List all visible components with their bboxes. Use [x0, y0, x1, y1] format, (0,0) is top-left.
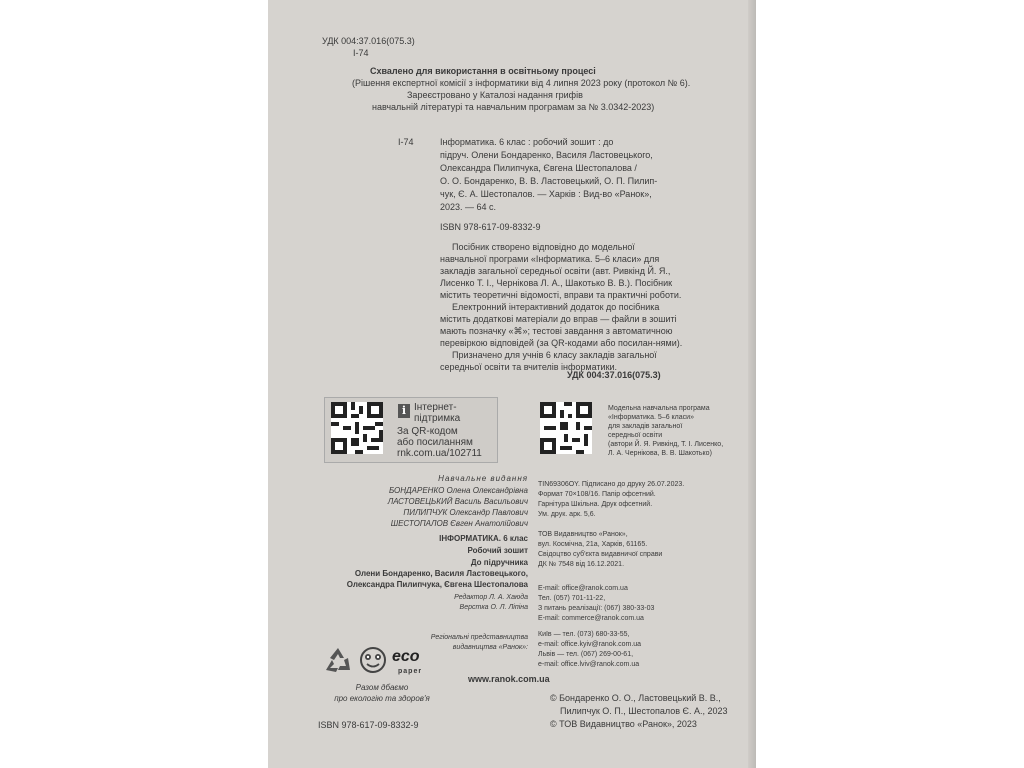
regional-label: видавництва «Ранок»: — [452, 644, 528, 651]
bib-line: Інформатика. 6 клас : робочий зошит : до — [440, 137, 614, 147]
abstract-line: містить додаткові матеріали до вправ — файли в зошиті — [440, 314, 677, 324]
publisher-line: вул. Космічна, 21а, Харків, 61165. — [538, 541, 648, 548]
abstract-line: середньої освіти та вчителів інформатики. — [440, 362, 618, 372]
isbn-bottom: ISBN 978-617-09-8332-9 — [318, 720, 419, 730]
bib-line: 2023. — 64 с. — [440, 202, 497, 212]
support-text: або посиланням — [397, 437, 473, 448]
bib-line: чук, Є. А. Шестопалов. — Харків : Вид-во «Ранок», — [440, 189, 652, 199]
tech-line: Ум. друк. арк. 5,6. — [538, 511, 596, 518]
support-text: За QR-кодом — [397, 426, 458, 437]
edition-editor: Редактор Л. А. Хаюда — [454, 594, 528, 601]
abstract-line: Посібник створено відповідно до модельної — [452, 242, 635, 252]
edition-layout: Верстка О. Л. Ліпіна — [459, 604, 528, 611]
eco-paper-text: paper — [398, 668, 423, 675]
abstract-line: Лисенко Т. І., Чернікова Л. А., Шакотько В. В.). Посібник — [440, 278, 673, 288]
copyright-line: © ТОВ Видавництво «Ранок», 2023 — [550, 719, 697, 729]
eco-slogan: про екологію та здоров'я — [334, 694, 430, 703]
publisher-line: Свідоцтво суб'єкта видавничої справи — [538, 551, 663, 558]
bib-line: Олександра Пилипчука, Євгена Шестопалова / — [440, 163, 637, 173]
abstract-udk: УДК 004:37.016(075.3) — [567, 370, 661, 380]
regional-line: e-mail: office.kyiv@ranok.com.ua — [538, 641, 642, 648]
publisher-line: ТОВ Видавництво «Ранок», — [538, 531, 628, 538]
tech-line: Гарнітура Шкільна. Друк офсетний. — [538, 501, 653, 508]
bib-mark: І-74 — [398, 137, 414, 147]
contact-line: E-mail: office@ranok.com.ua — [538, 585, 628, 592]
contact-line: Тел. (057) 701-11-22, — [538, 595, 606, 602]
qr-code-icon[interactable] — [331, 402, 383, 454]
edition-author: ЛАСТОВЕЦЬКИЙ Василь Васильович — [387, 497, 528, 506]
model-program-line: Л. А. Чернікова, В. В. Шакотько) — [608, 450, 712, 457]
approval-line: Зареєстровано у Каталозі надання грифів — [407, 90, 583, 100]
abstract-line: перевіркою відповідей (за QR-кодами або посилан-нями). — [440, 338, 683, 348]
regional-line: e-mail: office.lviv@ranok.com.ua — [538, 661, 640, 668]
edition-author: БОНДАРЕНКО Олена Олександрівна — [389, 486, 528, 495]
copyright-line: © Бондаренко О. О., Ластовецький В. В., — [550, 693, 721, 703]
edition-kind: Навчальне видання — [438, 474, 528, 483]
abstract-line: навчальної програми «Інформатика. 5–6 класи» для — [440, 254, 660, 264]
edition-author: ШЕСТОПАЛОВ Євген Анатолійович — [390, 519, 528, 528]
model-program-line: «Інформатика. 5–6 класи» — [608, 414, 694, 421]
support-link[interactable]: rnk.com.ua/102711 — [397, 448, 482, 459]
regional-line: Київ — тел. (073) 680-33-55, — [538, 631, 630, 638]
publisher-line: ДК № 7548 від 16.12.2021. — [538, 561, 625, 568]
tech-line: Формат 70×108/16. Папір офсетний. — [538, 491, 656, 498]
model-program-line: (автори Й. Я. Ривкінд, Т. І. Лисенко, — [608, 441, 724, 448]
approval-line: навчальній літературі та навчальним програмам за № 3.0342-2023) — [372, 102, 655, 112]
bib-line: О. О. Бондаренко, В. В. Ластовецький, О. П. Пилип- — [440, 176, 658, 186]
contact-line: E-mail: commerce@ranok.com.ua — [538, 615, 644, 622]
model-program-line: Модельна навчальна програма — [608, 405, 710, 412]
info-icon: i — [398, 404, 410, 418]
recycle-icon — [322, 646, 354, 679]
smiley-face-icon — [358, 646, 388, 679]
support-title: підтримка — [414, 413, 461, 424]
bib-line: підруч. Олени Бондаренко, Василя Ластовецького, — [440, 150, 653, 160]
edition-author: ПИЛИПЧУК Олександр Павлович — [403, 508, 528, 517]
edition-to-authors: Олени Бондаренко, Василя Ластовецького, — [354, 569, 528, 578]
page-edge — [748, 0, 756, 768]
approval-line: (Рішення експертної комісії з інформатики від 4 липня 2023 року (протокол № 6). — [352, 78, 691, 88]
website-link[interactable]: www.ranok.com.ua — [468, 674, 550, 684]
tech-line: TIN69306OY. Підписано до друку 26.07.2023. — [538, 481, 685, 488]
contact-line: З питань реалізації: (067) 380-33-03 — [538, 605, 655, 612]
abstract-line: мають позначку «⌘»; тестові завдання з автоматичною — [440, 326, 673, 336]
regional-line: Львів — тел. (067) 269-00-61, — [538, 651, 634, 658]
abstract-line: Електронний інтерактивний додаток до посібника — [452, 302, 660, 312]
edition-title: ІНФОРМАТИКА. 6 клас — [439, 534, 528, 543]
edition-subtitle: Робочий зошит — [467, 546, 528, 555]
model-program-line: для закладів загальної — [608, 423, 683, 430]
edition-to-book: До підручника — [470, 558, 528, 567]
copyright-line: Пилипчук О. П., Шестопалов Є. А., 2023 — [560, 706, 728, 716]
approval-title: Схвалено для використання в освітньому процесі — [370, 66, 596, 76]
eco-slogan: Разом дбаємо — [355, 683, 409, 692]
abstract-line: містить теоретичні відомості, вправи та практичні роботи. — [440, 290, 682, 300]
eco-logo-text: eco — [392, 648, 420, 665]
regional-label: Регіональні представництва — [430, 634, 528, 641]
edition-to-authors: Олександра Пилипчука, Євгена Шестопалова — [346, 580, 528, 589]
catalog-mark-top: І-74 — [353, 48, 369, 58]
bib-isbn: ISBN 978-617-09-8332-9 — [440, 222, 541, 232]
model-program-line: середньої освіти — [608, 432, 663, 439]
support-title: Інтернет- — [414, 402, 457, 413]
qr-code-icon[interactable] — [540, 402, 592, 454]
abstract-line: Призначено для учнів 6 класу закладів загальної — [452, 350, 657, 360]
abstract-line: закладів загальної середньої освіти (авт. Ривкінд Й. Я., — [440, 266, 671, 276]
udk-top: УДК 004:37.016(075.3) — [322, 36, 415, 46]
